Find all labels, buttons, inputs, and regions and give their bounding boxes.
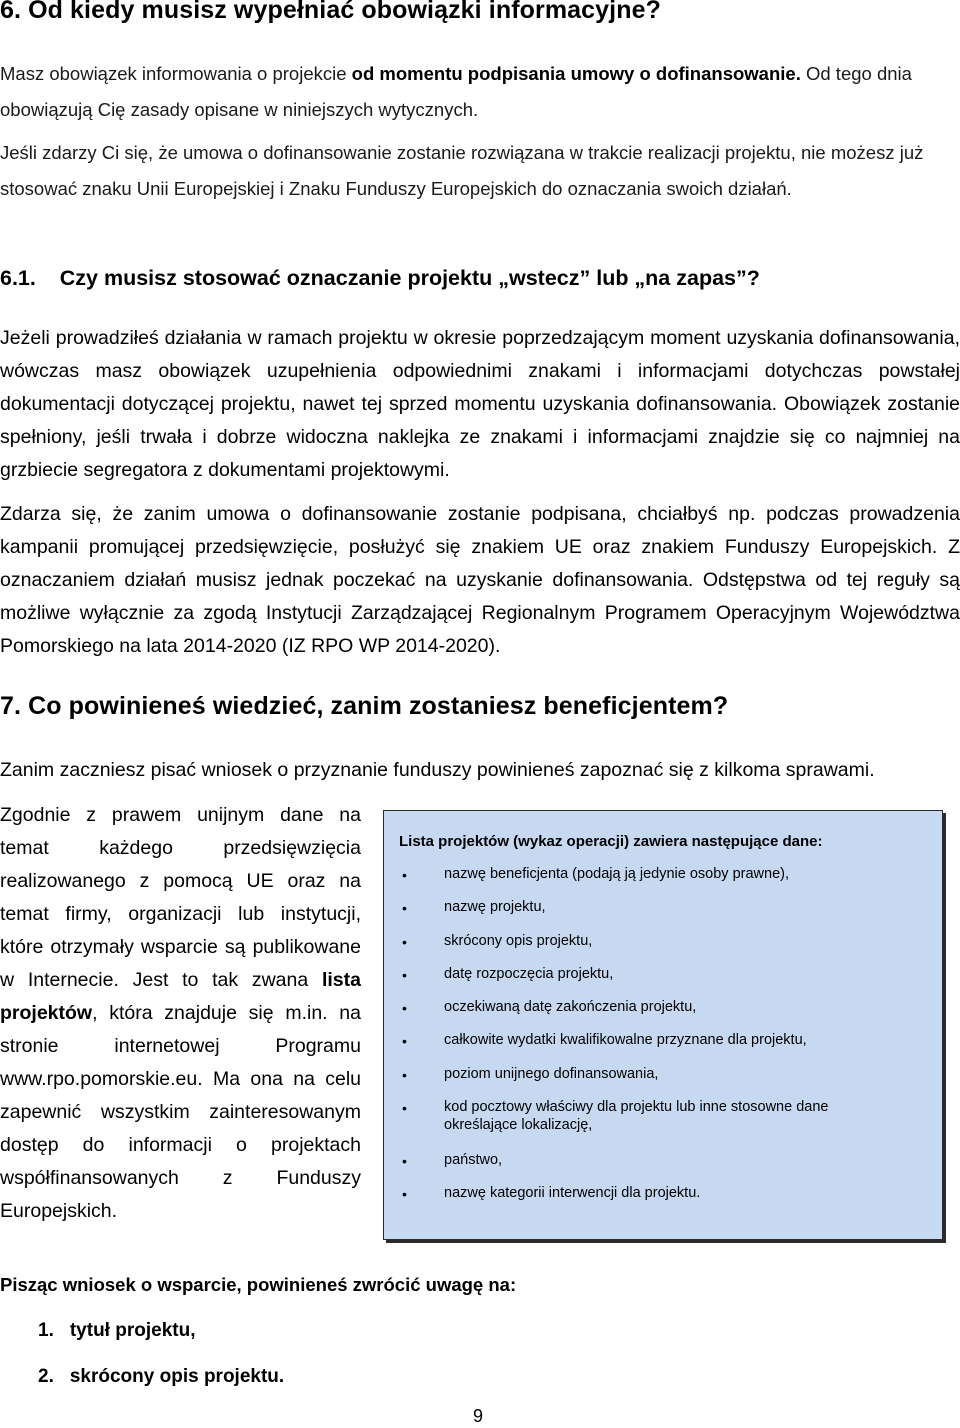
section-7-subheading: Pisząc wniosek o wsparcie, powinieneś zwrócić uwagę na: [0,1274,517,1295]
list-item [402,1098,922,1134]
paragraph-bold-text: lista projektów [0,969,361,1024]
bullet-icon: • [402,1067,407,1083]
bullet-icon: • [402,900,407,916]
list-number: 1. [38,1320,54,1341]
section-7-heading: 7. Co powinieneś wiedzieć, zanim zostaniesz beneficjentem? [0,692,729,720]
bullet-icon: • [402,967,407,983]
list-item-label: skrócony opis projektu, [444,933,593,949]
bullet-icon: • [402,1153,407,1169]
list-item [402,965,922,983]
list-item-label: nazwę beneficjenta (podają ją jedynie osoby prawne), [444,866,789,882]
numbered-list-item [38,1366,284,1388]
list-item-label: oczekiwaną datę zakończenia projektu, [444,999,697,1015]
paragraph-text: Masz obowiązek informowania o projekcie [0,63,352,84]
list-item-label: tytuł projektu, [69,1320,196,1341]
paragraph-text: Od tego dnia obowiązują Cię zasady opisane w niniejszych wytycznych. [0,63,912,120]
info-box-title: Lista projektów (wykaz operacji) zawiera następujące dane: [399,833,823,850]
section-7-left-paragraph [0,799,361,1228]
list-item [402,1151,922,1169]
section-6-1-paragraph-1: Jeżeli prowadziłeś działania w ramach projektu w okresie poprzedzającym moment uzyskania dofinansowania, wówczas masz obowiązek uzupełnienia odpowiednimi znakami i informacjami dotychczas powstałej dokumentacji dotyczącej projektu, nawet tej sprzed momentu uzyskania dofinansowania. Obowiązek zostanie spełniony, jeśli trwała i dobrze widoczna naklejka ze znakami i informacjami znajdzie się co najmniej na grzbiecie segregatora z dokumentami projektowymi. [0,327,960,481]
numbered-list-item [38,1320,195,1342]
bullet-icon: • [402,1100,407,1116]
section-7-intro: Zanim zaczniesz pisać wniosek o przyznanie funduszy powinieneś zapoznać się z kilkoma sprawami. [0,759,875,781]
list-item-label: skrócony opis projektu. [69,1366,285,1387]
list-item-label: nazwę kategorii interwencji dla projektu. [444,1185,701,1201]
section-6-heading: 6. Od kiedy musisz wypełniać obowiązki informacyjne? [0,0,661,24]
list-item [402,898,922,916]
section-6-1-heading: 6.1. Czy musisz stosować oznaczanie projektu „wstecz” lub „na zapas”? [0,266,760,290]
bullet-icon: • [402,1186,407,1202]
list-item [402,998,922,1016]
section-6-paragraph-2: Jeśli zdarzy Ci się, że umowa o dofinansowanie zostanie rozwiązana w trakcie realizacji projektu, nie możesz już stosować znaku Unii Europejskiej i Znaku Funduszy Europejskich do oznaczania swoich działań. [0,142,924,199]
bullet-icon: • [402,1000,407,1016]
page-number: 9 [473,1406,484,1426]
list-number: 2. [38,1366,54,1387]
list-item-label: datę rozpoczęcia projektu, [444,966,614,982]
section-6-1-paragraph-2: Zdarza się, że zanim umowa o dofinansowanie zostanie podpisana, chciałbyś np. podczas prowadzenia kampanii promującej przedsięwzięcie, posłużyć się znakiem UE oraz znakiem Funduszy Europejskich. Z oznaczaniem działań musisz jednak poczekać na uzyskanie dofinansowania. Odstępstwa od tej reguły są możliwe wyłącznie za zgodą Instytucji Zarządzającej Regionalnym Programem Operacyjnym Województwa Pomorskiego na lata 2014-2020 (IZ RPO WP 2014-2020). [0,503,960,657]
list-item-label: nazwę projektu, [444,899,546,915]
list-item [402,865,922,883]
list-item-label: kod pocztowy właściwy dla projektu lub inne stosowne dane określające lokalizację, [444,1099,829,1133]
paragraph-text: , która znajduje się m.in. na stronie internetowej Programu www.rpo.pomorskie.eu. Ma ona na celu zapewnić wszystkim zainteresowanym dostęp do informacji o projektach współfinansowanych z Funduszy Europejskich. [0,1002,361,1222]
bullet-icon: • [402,934,407,950]
paragraph-text: Zgodnie z prawem unijnym dane na temat każdego przedsięwzięcia realizowanego z pomocą UE oraz na temat firmy, organizacji lub instytucji, które otrzymały wsparcie są publikowane w Internecie. Jest to tak zwana [0,804,361,991]
list-item [402,1065,922,1083]
list-item-label: całkowite wydatki kwalifikowalne przyznane dla projektu, [444,1032,807,1048]
list-item [402,1184,922,1202]
list-item-label: państwo, [444,1152,503,1168]
bullet-icon: • [402,1033,407,1049]
list-item-label: poziom unijnego dofinansowania, [444,1066,659,1082]
bullet-icon: • [402,867,407,883]
list-item [402,1031,922,1049]
project-list-info-box [383,810,943,1240]
list-item [402,932,922,950]
paragraph-bold-text: od momentu podpisania umowy o dofinansowanie. [351,63,801,84]
section-6-paragraph-1 [0,56,960,128]
